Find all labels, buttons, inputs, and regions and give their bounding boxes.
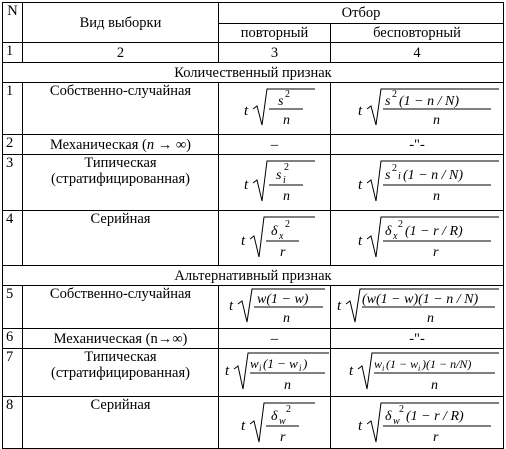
svg-text:n: n (283, 189, 290, 204)
formula-nonrepeat (331, 155, 504, 211)
svg-text:t: t (241, 418, 246, 434)
formula-nonrepeat (331, 211, 504, 266)
row-number: 1 (3, 83, 23, 135)
svg-text:i: i (382, 364, 385, 373)
svg-text:x: x (279, 231, 284, 242)
svg-text:r: r (433, 430, 439, 445)
header-selection: Отбор (219, 3, 504, 24)
header-nonrepeat: бесповторный (331, 24, 504, 43)
svg-text:2: 2 (286, 404, 291, 415)
svg-text:i: i (259, 363, 262, 373)
svg-text:(1 − n / N): (1 − n / N) (403, 168, 463, 183)
formula-repeat (219, 286, 331, 329)
svg-text:t: t (241, 233, 246, 249)
svg-text:2: 2 (392, 163, 397, 174)
svg-text:r: r (280, 430, 286, 445)
svg-text:t: t (244, 177, 249, 193)
svg-text:2: 2 (398, 219, 403, 230)
svg-text:2: 2 (285, 219, 290, 230)
formula-nonrepeat (331, 83, 504, 135)
sample-kind: Серийная (23, 211, 219, 266)
formula-nonrepeat (331, 286, 504, 329)
row-number: 8 (3, 397, 23, 449)
sample-kind: Механическая (n → ∞) (23, 135, 219, 155)
svg-text:n: n (433, 189, 440, 204)
svg-text:t: t (358, 103, 363, 119)
row-number: 6 (3, 329, 23, 349)
formula-repeat-dash: – (219, 329, 331, 349)
svg-text:r: r (433, 245, 439, 260)
svg-text:t: t (358, 418, 363, 434)
formula-repeat (219, 397, 331, 449)
row-number: 2 (3, 135, 23, 155)
col-number-3: 3 (219, 43, 331, 63)
row-number: 7 (3, 349, 23, 397)
col-number-4: 4 (331, 43, 504, 63)
formula-nonrepeat (331, 397, 504, 449)
svg-text:(w(1 − w)(1 − n / N): (w(1 − w)(1 − n / N) (362, 292, 479, 307)
svg-text:i: i (418, 364, 421, 373)
col-number-1: 1 (3, 43, 23, 63)
formula-repeat-dash: – (219, 135, 331, 155)
svg-text:δ: δ (385, 409, 392, 424)
svg-text:t: t (225, 363, 230, 379)
svg-text:δ: δ (385, 224, 392, 239)
svg-text:w: w (250, 356, 259, 371)
svg-text:w(1 − w): w(1 − w) (257, 292, 309, 307)
svg-text:2: 2 (392, 89, 397, 100)
svg-text:s: s (278, 94, 284, 109)
formula-repeat (219, 83, 331, 135)
svg-text:i: i (283, 175, 286, 186)
sample-error-table (2, 2, 504, 449)
sample-kind: Собственно-случайная (23, 286, 219, 329)
svg-text:t: t (349, 363, 354, 379)
svg-text:2: 2 (399, 404, 404, 415)
sample-kind: Серийная (23, 397, 219, 449)
svg-text:2: 2 (285, 89, 290, 100)
svg-text:(1 − w: (1 − w (263, 356, 298, 371)
row-number: 3 (3, 155, 23, 211)
svg-text:2: 2 (284, 162, 289, 173)
section-quantitative: Количественный признак (3, 63, 504, 83)
header-n: N (3, 3, 23, 43)
svg-text:n: n (283, 113, 290, 128)
svg-text:n: n (427, 311, 434, 326)
svg-text:t: t (358, 233, 363, 249)
section-alternative: Альтернативный признак (3, 266, 504, 286)
sample-kind: Типическая (стратифицированная) (23, 349, 219, 397)
svg-text:w: w (393, 416, 400, 427)
row-number: 5 (3, 286, 23, 329)
svg-text:δ: δ (271, 409, 278, 424)
svg-text:n: n (284, 378, 291, 393)
formula-repeat (219, 211, 331, 266)
svg-text:n: n (283, 311, 290, 326)
sample-kind: Типическая (стратифицированная) (23, 155, 219, 211)
svg-text:)(1 − n/N): )(1 − n/N) (422, 357, 472, 371)
svg-text:x: x (393, 231, 398, 242)
formula-repeat (219, 349, 331, 397)
header-sample-kind: Вид выборки (23, 3, 219, 43)
svg-text:): ) (303, 356, 308, 371)
col-number-2: 2 (23, 43, 219, 63)
svg-text:s: s (385, 94, 391, 109)
svg-text:r: r (280, 245, 286, 260)
svg-text:(1 − w: (1 − w (386, 357, 419, 371)
svg-text:(1 − n / N): (1 − n / N) (399, 94, 459, 109)
formula-nonrepeat-ditto: -"- (331, 329, 504, 349)
svg-text:n: n (431, 378, 438, 393)
svg-text:n: n (433, 113, 440, 128)
formula-nonrepeat (331, 349, 504, 397)
svg-text:w: w (374, 357, 383, 371)
header-repeat: повторный (219, 24, 331, 43)
svg-text:δ: δ (271, 224, 278, 239)
formula-repeat (219, 155, 331, 211)
svg-text:s: s (385, 168, 391, 183)
svg-text:i: i (398, 171, 401, 182)
sample-kind: Механическая (n→∞) (23, 329, 219, 349)
svg-text:s: s (276, 168, 282, 183)
formula-nonrepeat-ditto: -"- (331, 135, 504, 155)
svg-text:(1 − r / R): (1 − r / R) (406, 409, 464, 424)
svg-text:t: t (337, 298, 342, 314)
svg-text:w: w (279, 416, 286, 427)
svg-text:(1 − r / R): (1 − r / R) (405, 224, 463, 239)
sample-kind: Собственно-случайная (23, 83, 219, 135)
svg-text:t: t (229, 298, 234, 314)
row-number: 4 (3, 211, 23, 266)
svg-text:i: i (299, 363, 302, 373)
t-symbol: t (244, 103, 249, 119)
svg-text:t: t (358, 177, 363, 193)
